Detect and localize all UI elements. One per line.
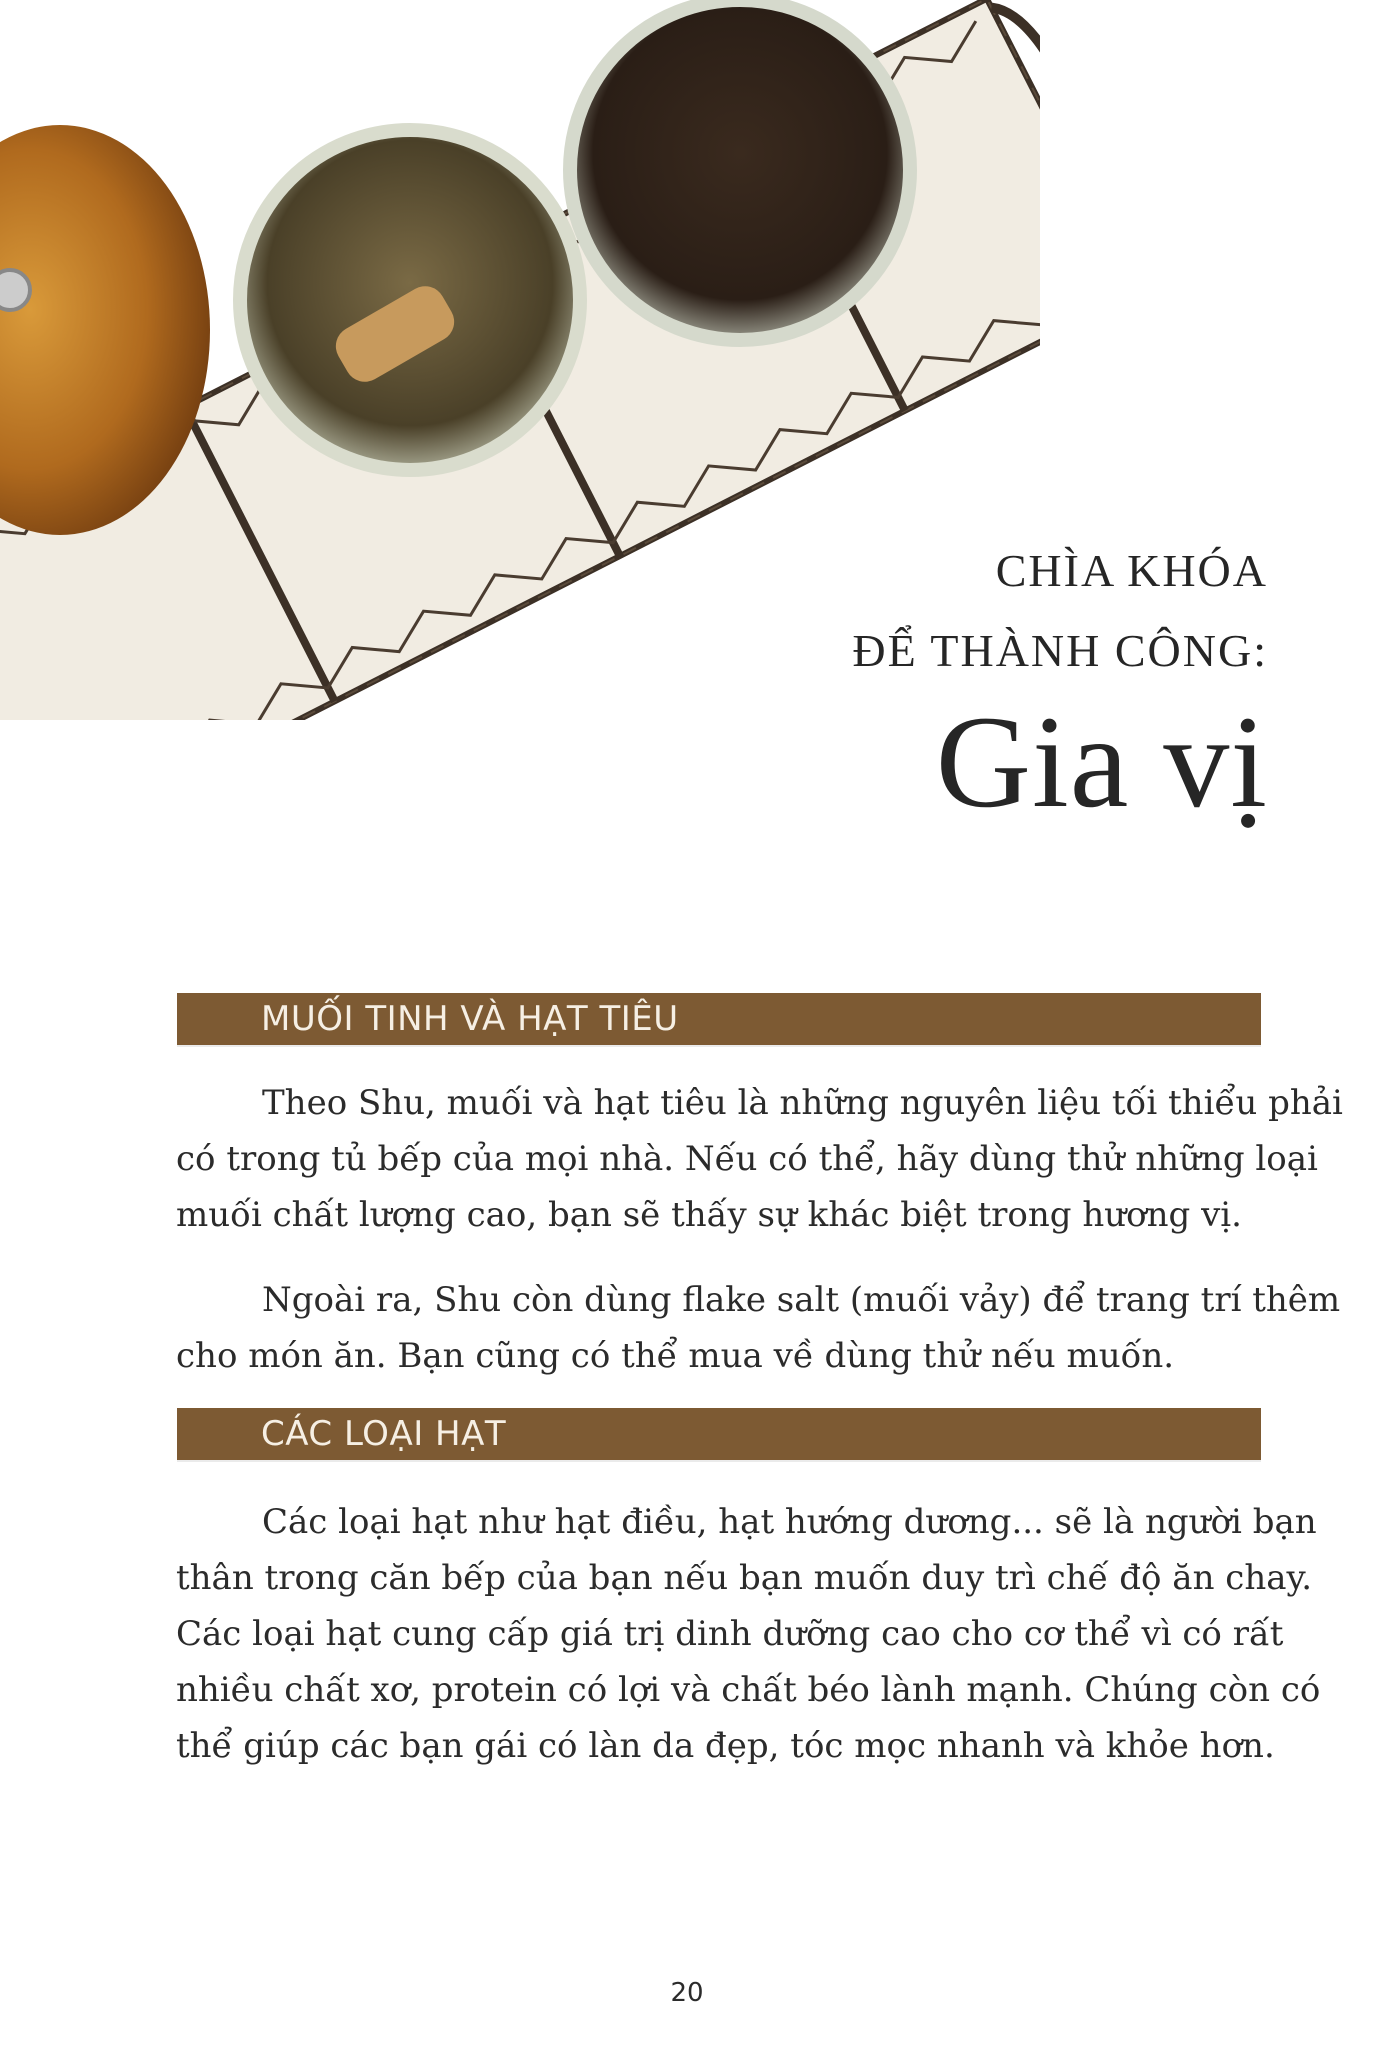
text-line: cho món ăn. Bạn cũng có thể mua về dùng thử nếu muốn. xyxy=(176,1336,1175,1376)
section-heading-label: MUỐI TINH VÀ HẠT TIÊU xyxy=(261,999,679,1039)
text-line: muối chất lượng cao, bạn sẽ thấy sự khác biệt trong hương vị. xyxy=(176,1195,1242,1235)
text-line: Ngoài ra, Shu còn dùng flake salt (muối vảy) để trang trí thêm xyxy=(262,1280,1341,1320)
text-line: nhiều chất xơ, protein có lợi và chất béo lành mạnh. Chúng còn có xyxy=(176,1670,1321,1710)
paragraph-salt-pepper-2 xyxy=(176,1272,1341,1384)
paragraph-nuts xyxy=(176,1494,1321,1774)
text-line: Các loại hạt cung cấp giá trị dinh dưỡng cao cho cơ thể vì có rất xyxy=(176,1614,1284,1654)
chapter-title xyxy=(852,545,1268,835)
section-heading-salt-pepper xyxy=(177,993,1261,1045)
text-line: Theo Shu, muối và hạt tiêu là những nguyên liệu tối thiểu phải xyxy=(262,1083,1343,1123)
text-line: thể giúp các bạn gái có làn da đẹp, tóc mọc nhanh và khỏe hơn. xyxy=(176,1726,1275,1766)
paragraph-salt-pepper-1 xyxy=(176,1075,1343,1243)
page-number: 20 xyxy=(670,1978,704,2008)
title-line-1: CHÌA KHÓA xyxy=(995,545,1268,596)
text-line: có trong tủ bếp của mọi nhà. Nếu có thể, hãy dùng thử những loại xyxy=(176,1139,1318,1179)
text-line: Các loại hạt như hạt điều, hạt hướng dương... sẽ là người bạn xyxy=(262,1502,1317,1542)
section-heading-nuts xyxy=(177,1408,1261,1460)
section-heading-label: CÁC LOẠI HẠT xyxy=(261,1414,507,1454)
title-line-2: ĐỂ THÀNH CÔNG: xyxy=(852,625,1268,676)
title-main: Gia vị xyxy=(935,688,1268,835)
text-line: thân trong căn bếp của bạn nếu bạn muốn duy trì chế độ ăn chay. xyxy=(176,1558,1312,1598)
